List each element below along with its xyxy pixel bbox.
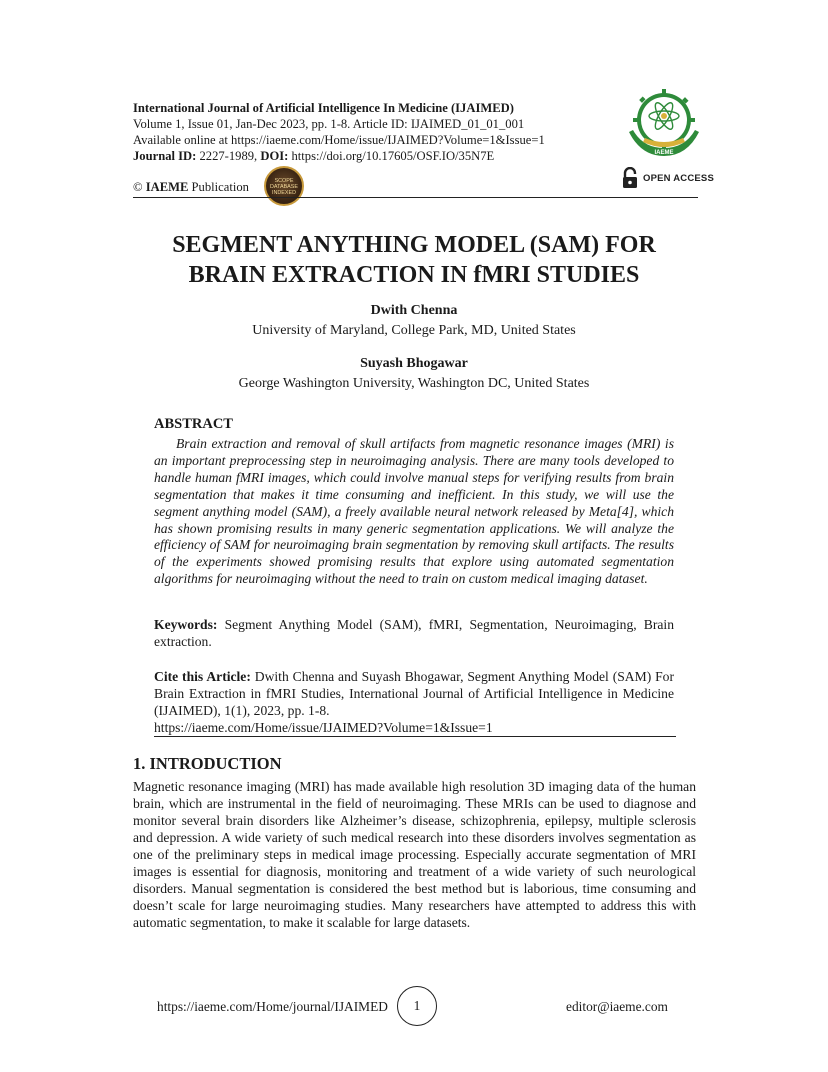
cite-rule xyxy=(154,736,676,737)
paper-title xyxy=(100,230,728,290)
page-number-text: 1 xyxy=(413,998,421,1013)
author-name xyxy=(0,303,828,319)
scopus-badge-line: DATABASE xyxy=(270,184,298,190)
online-line: Available online at https://iaeme.com/Home/issue/IJAIMED?Volume=1&Issue=1 xyxy=(133,133,545,147)
volume-line: Volume 1, Issue 01, Jan-Dec 2023, pp. 1-8. Article ID: IJAIMED_01_01_001 xyxy=(133,117,525,131)
keywords-label: Keywords: xyxy=(154,617,218,632)
journal-id-line xyxy=(133,148,603,164)
publisher-name: IAEME xyxy=(145,180,189,194)
author-affiliation: University of Maryland, College Park, MD, United States xyxy=(252,323,576,338)
keywords-text: Segment Anything Model (SAM), fMRI, Segmentation, Neuroimaging, Brain extraction. xyxy=(154,617,674,649)
author-name-text: Dwith Chenna xyxy=(370,303,458,318)
footer-journal-link[interactable]: https://iaeme.com/Home/journal/IJAIMED xyxy=(157,999,388,1014)
iaeme-logo-icon xyxy=(621,86,707,162)
doi-link[interactable]: https://doi.org/10.17605/OSF.IO/35N7E xyxy=(288,149,495,163)
journal-header xyxy=(133,100,603,164)
abstract-text: Brain extraction and removal of skull artifacts from magnetic resonance images (MRI) is an important preprocessing step in neuroimaging analysis. There are many tools developed to handle human fMRI images, which could involve manual steps for verifying results from brain segmentation that makes it time consuming and inefficient. In this study, we will use the segment anything model (SAM), a freely available neural network released by Meta[4], which has shown promising results in many generic segmentation applications. We will analyze the efficiency of SAM for neuroimaging brain segmentation by removing skull artifacts. The results of the experiments showed promising results that explore using automated segmentation algorithms for neuroimaging without the need to train on custom medical imaging dataset. xyxy=(154,436,674,587)
logo-text: IAEME xyxy=(654,150,674,156)
cite-url-link[interactable]: https://iaeme.com/Home/issue/IJAIMED?Volume=1&Issue=1 xyxy=(154,720,493,735)
journal-title: International Journal of Artificial Intelligence In Medicine (IJAIMED) xyxy=(133,101,514,115)
author-name xyxy=(0,356,828,372)
open-access-badge xyxy=(622,167,714,189)
cite-text: Dwith Chenna and Suyash Bhogawar, Segment Anything Model (SAM) For Brain Extraction in fMRI Studies, International Journal of Artificial Intelligence in Medicine (IJAIMED), 1(1), 2023, pp. 1-8. xyxy=(154,669,674,718)
open-lock-icon xyxy=(622,167,638,189)
title-line-1: SEGMENT ANYTHING MODEL (SAM) FOR xyxy=(172,232,656,258)
author-affiliation: George Washington University, Washington DC, United States xyxy=(238,376,590,391)
page-number xyxy=(397,986,437,1026)
footer-email-link[interactable]: editor@iaeme.com xyxy=(566,999,668,1014)
introduction-text: Magnetic resonance imaging (MRI) has made available high resolution 3D imaging data of the human brain, which are instrumental in the field of neuroimaging. These MRIs can be used to diagnose and monitor several brain disorders like Alzheimer’s disease, schizophrenia, epilepsy, multiple sclerosis and depression. A wide variety of such medical research into these disorders involves segmentation as one of the preliminary steps in medical image processing. Especially accurate segmentation of MRI images is essential for diagnosis, monitoring and treatment of a wide variety of such neurological disorders. Manual segmentation is considered the best method but is laborious, time consuming and doesn’t scale for large neuroimaging studies. Many researchers have attempted to address this with automatic segmentation, to make it scalable for large datasets. xyxy=(133,779,696,930)
publisher-suffix: Publication xyxy=(188,180,249,194)
cite-label: Cite this Article: xyxy=(154,669,251,684)
scopus-badge-line: SCOPE xyxy=(274,178,294,184)
introduction-heading: 1. INTRODUCTION xyxy=(133,754,282,773)
scopus-badge-icon xyxy=(264,166,304,206)
publisher-line xyxy=(133,180,249,195)
scopus-badge-line: INDEXED xyxy=(272,190,296,196)
author-name-text: Suyash Bhogawar xyxy=(360,356,468,371)
open-access-label: OPEN ACCESS xyxy=(643,172,715,184)
keywords xyxy=(154,616,674,650)
title-line-2: BRAIN EXTRACTION IN fMRI STUDIES xyxy=(188,262,640,288)
copyright-symbol: © xyxy=(133,180,146,194)
doi-label: DOI: xyxy=(260,149,289,163)
journal-id-value: 2227-1989, xyxy=(196,149,261,163)
header-rule xyxy=(133,197,698,198)
journal-id-label: Journal ID: xyxy=(133,149,197,163)
cite-article xyxy=(154,668,674,736)
abstract-heading: ABSTRACT xyxy=(154,416,233,432)
